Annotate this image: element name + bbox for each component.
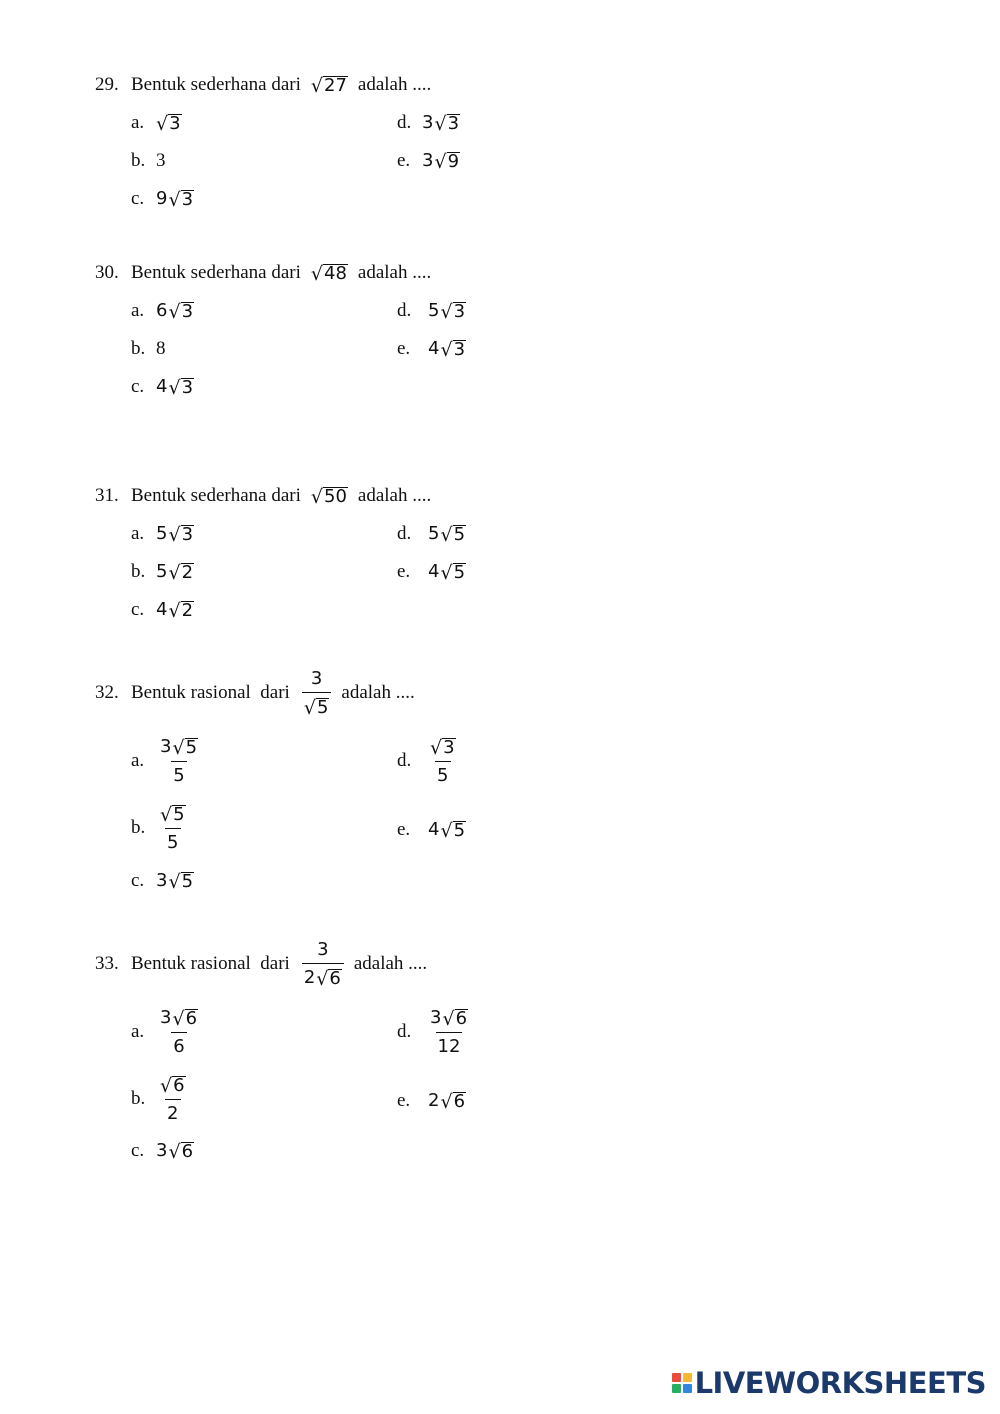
option-letter: d. <box>397 523 412 544</box>
option-letter: c. <box>131 188 145 209</box>
radicand: 50 <box>324 486 347 508</box>
denominator: 2 <box>165 1099 180 1124</box>
option-b[interactable]: b. √ 6 2 <box>131 1074 185 1124</box>
option-value: 8 <box>156 338 166 359</box>
option-letter: b. <box>131 816 146 838</box>
denominator: 5 <box>171 761 186 786</box>
option-letter: a. <box>131 523 145 544</box>
question-expression: 3 √ 5 <box>300 668 332 718</box>
question-number: 30. <box>95 262 119 283</box>
coefficient: 9 <box>156 188 168 210</box>
question-text: Bentuk rasional dari <box>131 952 290 974</box>
numerator: 3 <box>317 939 329 960</box>
option-d[interactable]: d. 3 √ 6 12 <box>397 1007 468 1057</box>
option-letter: a. <box>131 749 145 771</box>
coefficient: 4 <box>156 376 168 398</box>
option-letter: a. <box>131 1020 145 1042</box>
coefficient: 5 <box>156 561 168 583</box>
option-letter: d. <box>397 1020 412 1042</box>
question-expression: √ 50 <box>310 485 347 508</box>
option-letter: b. <box>131 1087 146 1109</box>
radicand: 2 <box>181 562 194 584</box>
radicand: 5 <box>453 524 466 546</box>
radicand: 5 <box>173 804 185 825</box>
coefficient: 3 <box>430 1007 442 1029</box>
radicand: 5 <box>181 871 194 893</box>
option-letter: b. <box>131 561 146 582</box>
option-letter: c. <box>131 1140 145 1161</box>
question-suffix: adalah .... <box>357 485 432 506</box>
logo-mark-icon <box>672 1373 692 1393</box>
coefficient: 5 <box>428 300 440 322</box>
question-text: Bentuk sederhana dari <box>131 262 301 283</box>
option-letter: e. <box>397 819 411 840</box>
option-c[interactable]: c. 4 √ 3 <box>131 376 194 399</box>
radicand: 5 <box>453 562 466 584</box>
denominator: 5 <box>165 828 180 853</box>
coefficient: 5 <box>156 523 168 545</box>
option-letter: b. <box>131 338 146 359</box>
question-text: Bentuk rasional dari <box>131 681 290 703</box>
radicand: 9 <box>447 151 460 173</box>
coefficient: 3 <box>422 112 434 134</box>
liveworksheets-logo <box>672 1366 986 1400</box>
option-c[interactable]: c. 3 √ 6 <box>131 1140 194 1163</box>
radicand: 3 <box>447 113 460 135</box>
option-e[interactable]: e. 4 √ 5 <box>397 819 466 842</box>
radicand: 5 <box>453 820 466 842</box>
radicand: 6 <box>173 1075 185 1096</box>
option-c[interactable]: c. 3 √ 5 <box>131 870 194 893</box>
radicand: 48 <box>324 263 347 285</box>
option-c[interactable]: c. 4 √ 2 <box>131 599 194 622</box>
option-letter: c. <box>131 376 145 397</box>
option-a[interactable]: a. 3 √ 5 5 <box>131 736 198 786</box>
coefficient: 5 <box>428 523 440 545</box>
option-a[interactable]: a. 3 √ 6 6 <box>131 1007 198 1057</box>
option-e[interactable]: e. 3 √ 9 <box>397 150 460 173</box>
radicand: 3 <box>453 301 466 323</box>
option-letter: d. <box>397 749 412 771</box>
option-d[interactable]: d. √ 3 5 <box>397 736 455 786</box>
radicand: 3 <box>181 189 194 211</box>
radicand: 5 <box>316 697 329 718</box>
coefficient: 2 <box>428 1090 440 1112</box>
question-text: Bentuk sederhana dari <box>131 74 301 95</box>
numerator: 3 <box>310 668 323 689</box>
option-e[interactable]: e. 4 √ 5 <box>397 561 466 584</box>
coefficient: 3 <box>160 1007 172 1029</box>
radicand: 6 <box>185 1008 198 1029</box>
radicand: 6 <box>455 1008 468 1029</box>
question-number: 32. <box>95 681 119 703</box>
option-b[interactable] <box>131 338 166 360</box>
option-a[interactable]: a. 5 √ 3 <box>131 523 194 546</box>
denominator: 5 <box>435 761 450 786</box>
coefficient: 4 <box>428 819 440 841</box>
coefficient: 3 <box>156 870 168 892</box>
radicand: 3 <box>443 737 455 758</box>
radicand: 5 <box>185 737 198 758</box>
question-expression: √ 48 <box>310 262 347 285</box>
coefficient: 3 <box>422 150 434 172</box>
question-stem <box>95 262 431 284</box>
logo-text: LIVEWORKSHEETS <box>694 1366 986 1400</box>
radicand: 6 <box>329 968 341 989</box>
coefficient: 6 <box>156 300 168 322</box>
coefficient: 4 <box>428 561 440 583</box>
radicand: 2 <box>181 600 194 622</box>
option-letter: d. <box>397 112 412 133</box>
option-b[interactable]: b. √ 5 5 <box>131 803 185 853</box>
question-number: 29. <box>95 74 119 95</box>
option-a[interactable]: a. √ 3 <box>131 112 181 135</box>
question-stem <box>95 939 427 989</box>
option-c[interactable]: c. 9 √ 3 <box>131 188 194 211</box>
question-number: 31. <box>95 485 119 506</box>
option-letter: e. <box>397 1090 411 1111</box>
option-e[interactable]: e. 4 √ 3 <box>397 338 466 361</box>
option-b[interactable] <box>131 150 166 172</box>
option-letter: c. <box>131 870 145 891</box>
option-value: 3 <box>156 150 166 171</box>
denominator: 12 <box>436 1032 463 1057</box>
question-text: Bentuk sederhana dari <box>131 485 301 506</box>
option-letter: e. <box>397 150 411 171</box>
option-a[interactable]: a. 6 √ 3 <box>131 300 194 323</box>
option-letter: e. <box>397 561 411 582</box>
coefficient: 3 <box>160 736 172 758</box>
coefficient: 4 <box>428 338 440 360</box>
radicand: 3 <box>453 339 466 361</box>
question-suffix: adalah .... <box>357 262 432 283</box>
option-letter: a. <box>131 300 145 321</box>
question-suffix: adalah .... <box>353 952 428 974</box>
option-d[interactable]: d. 5 √ 3 <box>397 300 466 323</box>
question-suffix: adalah .... <box>341 681 415 703</box>
question-expression: √ 27 <box>310 74 347 97</box>
radicand: 6 <box>181 1141 194 1163</box>
radicand: 27 <box>324 75 347 97</box>
question-stem <box>95 668 415 718</box>
radicand: 3 <box>181 301 194 323</box>
coefficient: 4 <box>156 599 168 621</box>
option-d[interactable]: d. 3 √ 3 <box>397 112 460 135</box>
denominator: 6 <box>171 1032 186 1057</box>
radicand: 6 <box>453 1091 466 1113</box>
option-letter: d. <box>397 300 412 321</box>
option-e[interactable]: e. 2 √ 6 <box>397 1090 466 1113</box>
option-letter: a. <box>131 112 145 133</box>
question-expression: 3 2 √ 6 <box>300 939 344 989</box>
radicand: 3 <box>169 113 181 135</box>
option-letter: e. <box>397 338 411 359</box>
radicand: 3 <box>181 377 194 399</box>
option-letter: c. <box>131 599 145 620</box>
coefficient: 3 <box>156 1140 168 1162</box>
question-suffix: adalah .... <box>357 74 432 95</box>
option-b[interactable]: b. 5 √ 2 <box>131 561 194 584</box>
question-number: 33. <box>95 952 119 974</box>
radicand: 3 <box>181 524 194 546</box>
question-stem <box>95 74 431 96</box>
question-stem <box>95 485 431 507</box>
option-d[interactable]: d. 5 √ 5 <box>397 523 466 546</box>
option-letter: b. <box>131 150 146 171</box>
coefficient: 2 <box>303 967 316 989</box>
